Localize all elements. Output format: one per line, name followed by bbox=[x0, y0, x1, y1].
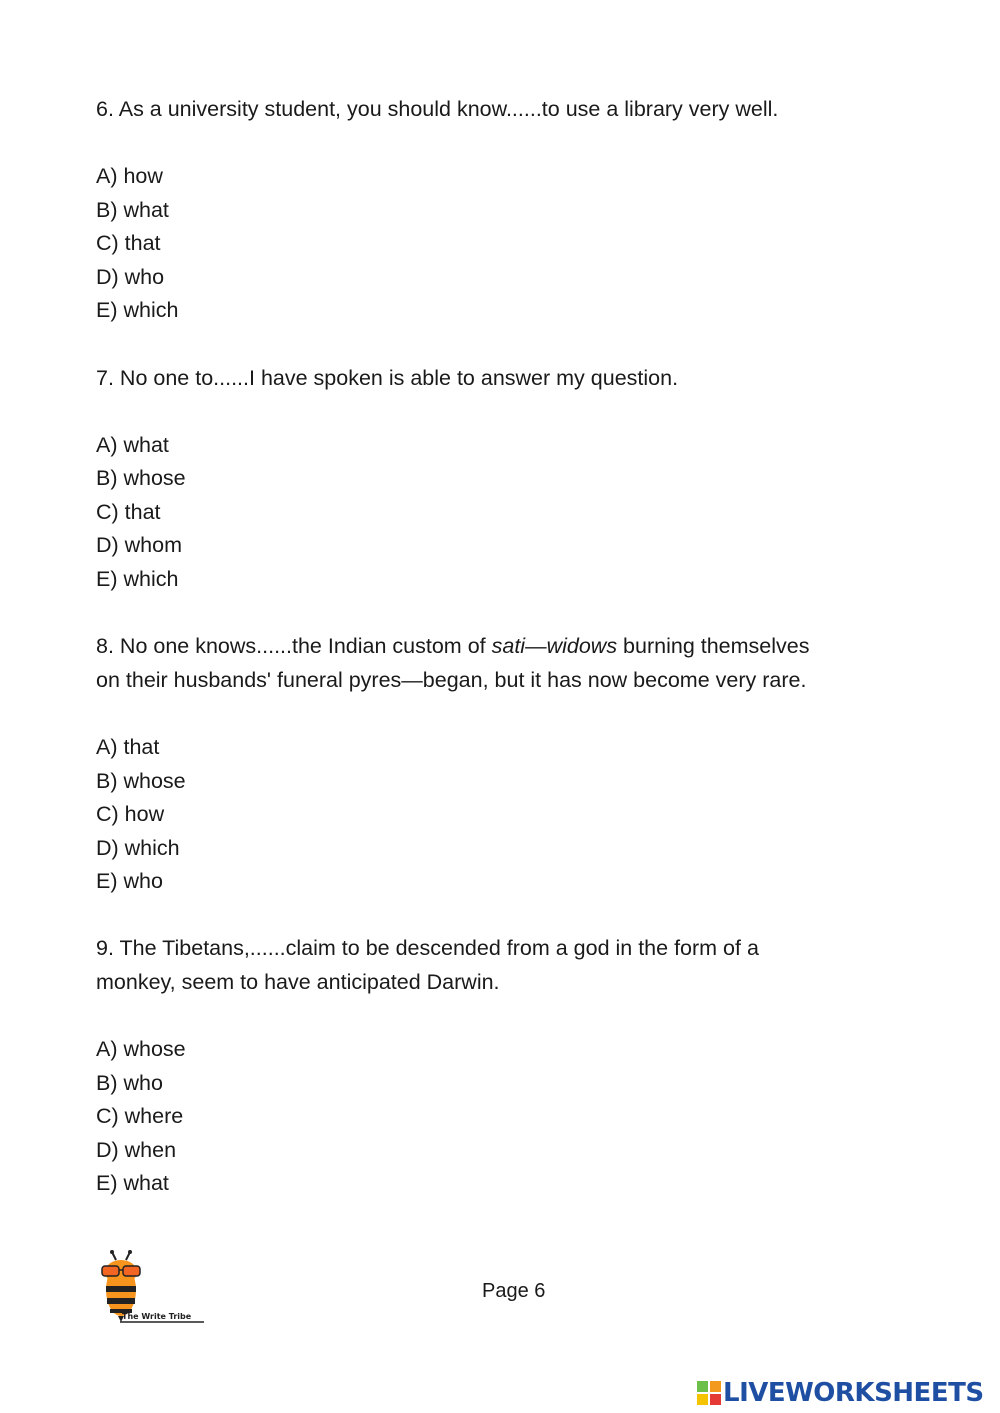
question-7-option-d[interactable]: D) whom bbox=[96, 533, 183, 557]
question-6-option-a[interactable]: A) how bbox=[96, 164, 163, 188]
question-8-option-c[interactable]: C) how bbox=[96, 802, 165, 826]
question-7-option-c[interactable]: C) that bbox=[96, 500, 161, 524]
question-7-option-b[interactable]: B) whose bbox=[96, 466, 186, 490]
bee-icon bbox=[98, 1250, 208, 1326]
write-tribe-logo bbox=[98, 1250, 208, 1326]
question-6-stem: 6. As a university student, you should know......to use a library very well. bbox=[96, 97, 779, 121]
question-8-stem-line-1: 8. No one knows......the Indian custom of sati—widows burning themselves bbox=[96, 634, 810, 658]
question-8-option-a[interactable]: A) that bbox=[96, 735, 160, 759]
svg-text:The Write Tribe: The Write Tribe bbox=[122, 1312, 192, 1321]
question-9-option-d[interactable]: D) when bbox=[96, 1138, 177, 1162]
liveworksheets-watermark[interactable] bbox=[697, 1376, 984, 1410]
question-7-option-e[interactable]: E) which bbox=[96, 567, 179, 591]
question-9-option-b[interactable]: B) who bbox=[96, 1071, 163, 1095]
question-8-option-d[interactable]: D) which bbox=[96, 836, 180, 860]
question-7-stem: 7. No one to......I have spoken is able to answer my question. bbox=[96, 366, 679, 390]
question-8-stem-line-2: on their husbands' funeral pyres—began, but it has now become very rare. bbox=[96, 668, 807, 692]
question-9-option-e[interactable]: E) what bbox=[96, 1171, 169, 1195]
question-6-option-c[interactable]: C) that bbox=[96, 231, 161, 255]
question-9-stem-line-1: 9. The Tibetans,......claim to be descended from a god in the form of a bbox=[96, 936, 759, 960]
question-6-option-b[interactable]: B) what bbox=[96, 198, 169, 222]
question-8-option-e[interactable]: E) who bbox=[96, 869, 163, 893]
question-6-option-d[interactable]: D) who bbox=[96, 265, 165, 289]
question-7-option-a[interactable]: A) what bbox=[96, 433, 169, 457]
question-6-option-e[interactable]: E) which bbox=[96, 298, 179, 322]
question-8-option-b[interactable]: B) whose bbox=[96, 769, 186, 793]
question-9-option-a[interactable]: A) whose bbox=[96, 1037, 186, 1061]
question-9-stem-line-2: monkey, seem to have anticipated Darwin. bbox=[96, 970, 500, 994]
page-number: Page 6 bbox=[482, 1280, 546, 1302]
question-9-option-c[interactable]: C) where bbox=[96, 1104, 184, 1128]
liveworksheets-logo-icon bbox=[697, 1381, 721, 1405]
liveworksheets-wordmark: LIVEWORKSHEETS bbox=[723, 1378, 984, 1408]
